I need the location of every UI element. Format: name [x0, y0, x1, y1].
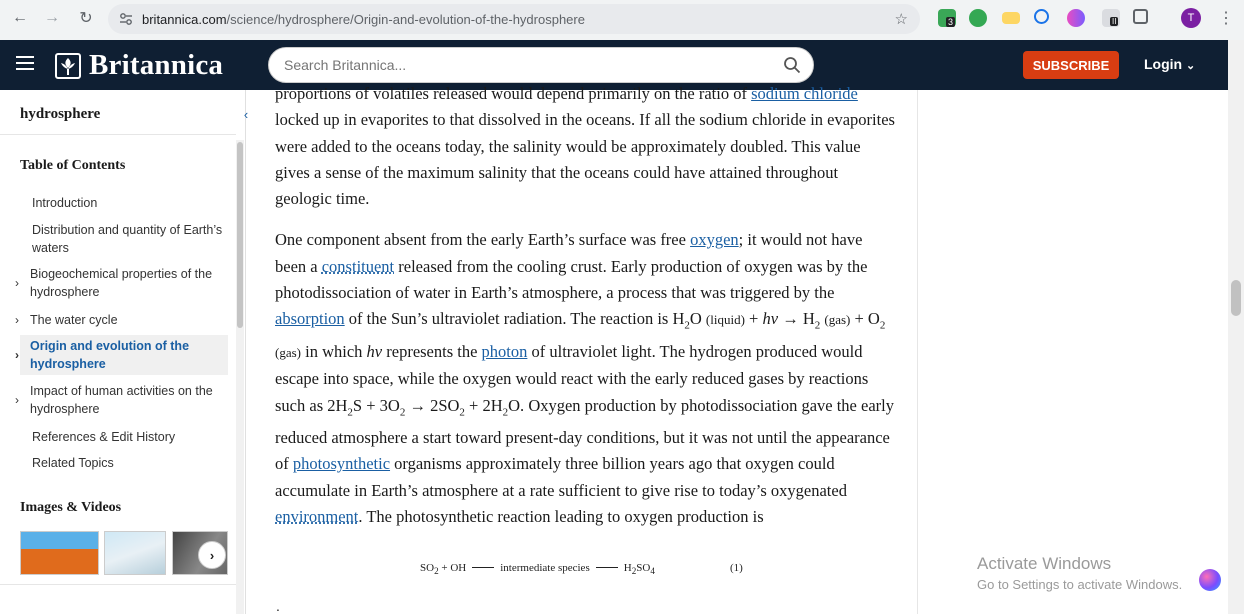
article-right-border [917, 90, 918, 614]
extensions-puzzle-icon[interactable] [1133, 9, 1148, 24]
link-photon[interactable]: photon [481, 341, 528, 361]
extension-icon-2[interactable] [969, 9, 987, 27]
toc-item-introduction[interactable]: Introduction [32, 196, 98, 210]
chevron-right-icon[interactable]: › [15, 276, 19, 290]
toc-heading: Table of Contents [20, 158, 126, 173]
text-fragment: . [276, 598, 280, 614]
collapse-sidebar-icon[interactable]: ‹ [243, 106, 249, 122]
carousel-next-button[interactable]: › [198, 541, 226, 569]
site-info-icon[interactable] [118, 11, 134, 27]
link-constituent[interactable]: constituent [321, 256, 395, 276]
bookmark-star-icon[interactable]: ☆ [894, 11, 908, 28]
extension-icon-1[interactable]: 3 [938, 9, 956, 27]
toc-item-water-cycle[interactable]: › The water cycle [15, 313, 118, 327]
page-scrollbar[interactable] [1228, 40, 1244, 614]
extension-icon-3[interactable] [1002, 12, 1020, 24]
link-oxygen[interactable]: oxygen [690, 230, 739, 250]
chevron-down-icon: ⌄ [1186, 60, 1196, 72]
search-box[interactable] [268, 47, 814, 83]
activate-windows-title: Activate Windows [977, 554, 1112, 573]
reaction-equation: $SO_2$ + OH intermediate species $H_2SO_4$ [420, 562, 655, 577]
thistle-logo-icon [55, 53, 81, 79]
profile-avatar[interactable]: T [1181, 8, 1201, 28]
search-icon[interactable] [783, 56, 801, 74]
page-scrollbar-thumb[interactable] [1231, 280, 1241, 316]
toc-item-biogeochemical[interactable]: › Biogeochemical properties of the hydrosphere [15, 267, 213, 299]
address-bar[interactable] [108, 4, 920, 34]
url-text: britannica.com/science/hydrosphere/Origin-and-evolution-of-the-hydrosphere [142, 11, 585, 27]
sidebar-title: hydrosphere [20, 106, 101, 122]
extension-icon-5[interactable] [1067, 9, 1085, 27]
paragraph: proportions of volatiles released would depend primarily on the ratio of sodium chloride locked up in evaporites to that dissolved in the oceans. If all the sodium chloride in evaporites were added to the oceans today, the salinity would be approximately doubled. This value gives a sense of the maximum salinity that the oceans could have attained throughout geologic time. [275, 84, 895, 209]
menu-icon[interactable] [16, 56, 34, 70]
toc-item-distribution[interactable]: Distribution and quantity of Earth’s waters [32, 223, 223, 255]
britannica-logo[interactable] [55, 49, 223, 82]
forward-icon[interactable]: → [44, 9, 60, 26]
article-body [275, 81, 895, 545]
link-sodium-chloride[interactable]: sodium chloride [751, 84, 858, 103]
link-photosynthetic[interactable]: photosynthetic [292, 454, 391, 474]
paragraph: One component absent from the early Earth’s surface was free oxygen; it would not have been a constituent released from the cooling crust. Early production of oxygen was by the photodissociation of water in Earth’s atmosphere, a process that was triggered by the absorption of the Sun’s ultraviolet radiation. The reaction is $H_2O$ (liquid) + hv → $H_2$ $(gas) + O_2$ (gas) in which hv represents the photon of ultraviolet light. The hydrogen produced would escape into space, while the oxygen would react with the early reduced gases by reactions such as $2H_2S + 3O_2 \to 2SO_2 + 2H_2O$. Oxygen production by photodissociation gave the early reduced atmosphere a start toward present-day conditions, but it was not until the appearance of photosynthetic organisms approximately three billion years ago that oxygen could accumulate in Earth’s atmosphere at a rate sufficient to give rise to today’s oxygenated environment. The photosynthetic reaction leading to oxygen production is [275, 230, 894, 527]
back-icon[interactable]: ← [12, 9, 28, 26]
chevron-right-icon[interactable]: › [15, 393, 19, 407]
chevron-right-icon[interactable]: › [15, 348, 19, 362]
media-thumbnail-2[interactable] [104, 531, 166, 575]
link-absorption[interactable]: absorption [275, 309, 345, 329]
extension-icon-4[interactable] [1034, 9, 1049, 24]
search-input[interactable] [284, 57, 764, 73]
toc-item-human-impact[interactable]: › Impact of human activities on the hydrosphere [15, 384, 213, 416]
browser-toolbar [0, 0, 1244, 40]
media-thumbnail-1[interactable] [20, 531, 99, 575]
equation-number: (1) [730, 562, 743, 574]
subscribe-button[interactable]: SUBSCRIBE [1023, 51, 1119, 79]
activate-windows-subtitle: Go to Settings to activate Windows. [977, 577, 1183, 592]
sidebar-divider [0, 134, 236, 135]
sidebar-divider-bottom [0, 584, 236, 585]
copilot-icon[interactable] [1199, 569, 1221, 591]
chevron-right-icon[interactable]: › [15, 313, 19, 327]
login-button[interactable]: Login ⌄ [1144, 56, 1196, 72]
toc-sidebar [0, 90, 249, 614]
link-environment[interactable]: environment [275, 507, 359, 527]
toc-item-related-topics[interactable]: Related Topics [32, 456, 114, 470]
extension-icon-6[interactable]: II [1102, 9, 1120, 27]
toc-item-references[interactable]: References & Edit History [32, 430, 176, 444]
images-videos-heading: Images & Videos [20, 500, 122, 515]
logo-text: Britannica [89, 49, 224, 81]
reload-icon[interactable]: ↻ [79, 10, 93, 27]
sidebar-scrollbar-thumb[interactable] [237, 142, 243, 328]
browser-menu-icon[interactable]: ⋮ [1218, 10, 1234, 27]
toc-item-origin-evolution[interactable]: › Origin and evolution of the hydrosphere [20, 335, 228, 375]
